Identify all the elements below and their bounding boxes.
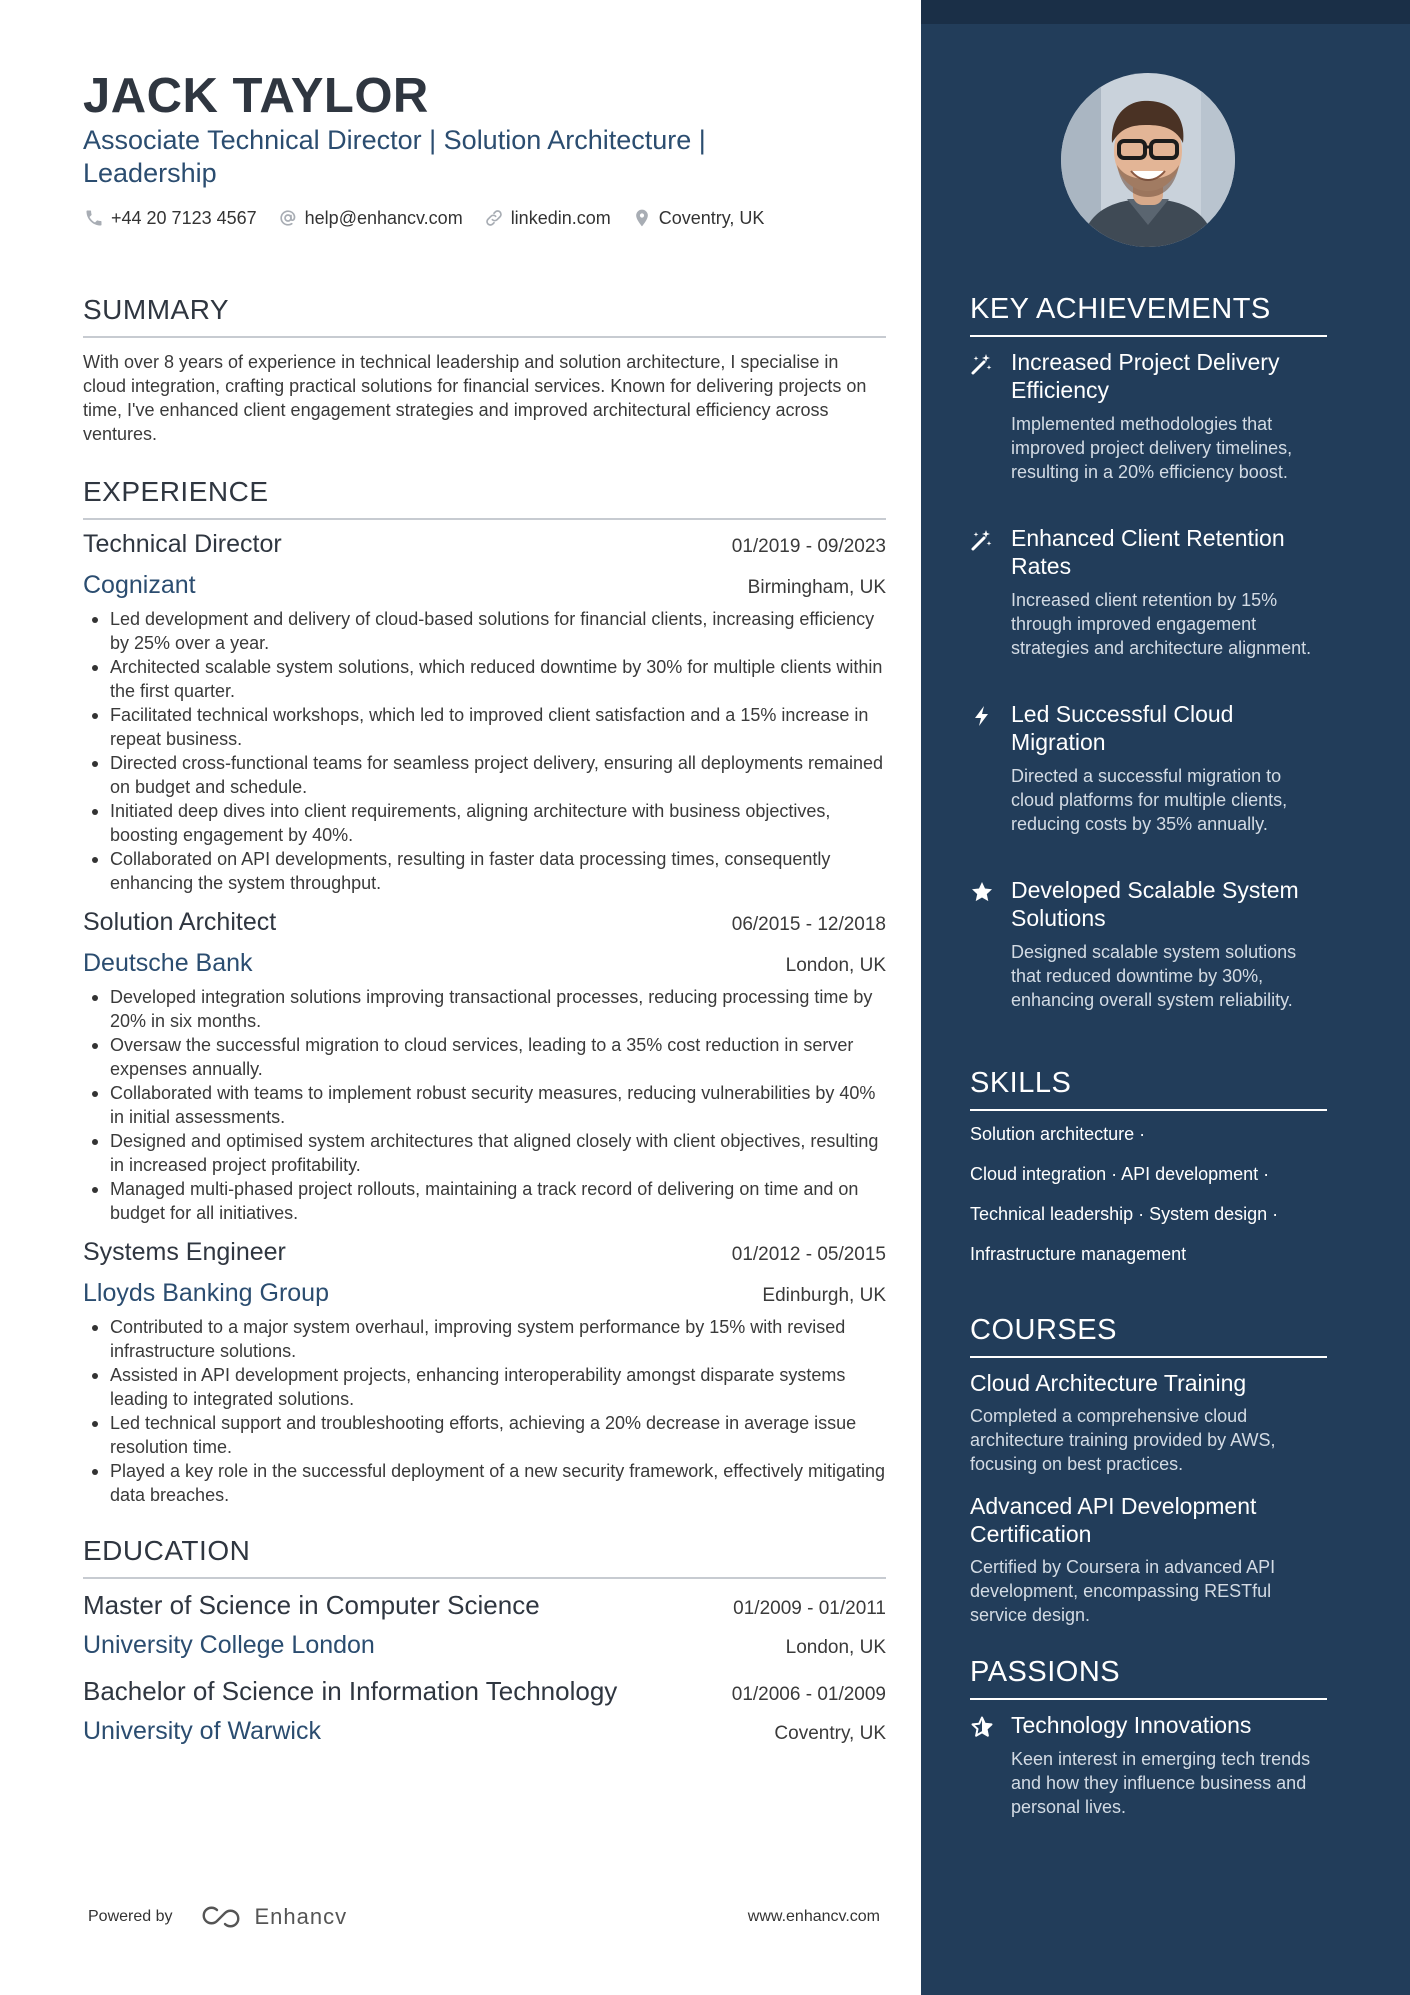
list-item: Architected scalable system solutions, which reduced downtime by 30% for multiple clients within the first quarter.	[83, 655, 886, 703]
contact-location-text: Coventry, UK	[658, 207, 765, 228]
edu-1-dates: 01/2009 - 01/2011	[733, 1598, 886, 1619]
magic-wand-icon	[970, 352, 994, 376]
star-outline-icon	[970, 1715, 994, 1739]
job-1-company: Cognizant	[83, 571, 196, 599]
achievement-2-desc: Increased client retention by 15% through improved engagement strategies and architecture alignment.	[1011, 590, 1312, 658]
job-3-role: Systems Engineer	[83, 1238, 286, 1266]
location-pin-icon	[631, 207, 653, 229]
edu-1-school: University College London	[83, 1631, 375, 1659]
skills-line-1: Solution architecture ·	[970, 1124, 1146, 1144]
skills-line-3: Technical leadership · System design ·	[970, 1204, 1279, 1224]
magic-wand-icon	[970, 528, 994, 552]
list-item: Led development and delivery of cloud-based solutions for financial clients, increasing efficiency by 25% over a year.	[83, 607, 886, 655]
skills-line-4: Infrastructure management	[970, 1244, 1187, 1264]
edu-2-school: University of Warwick	[83, 1717, 321, 1745]
course-1-title: Cloud Architecture Training	[970, 1370, 1247, 1396]
edu-1-location: London, UK	[785, 1637, 886, 1658]
job-1-header	[83, 530, 886, 559]
star-icon	[970, 880, 994, 904]
job-2-header	[83, 908, 886, 937]
skills-line-2: Cloud integration · API development ·	[970, 1164, 1270, 1184]
list-item: Played a key role in the successful deployment of a new security framework, effectively mitigating data breaches.	[83, 1459, 886, 1507]
job-1-bullets	[83, 607, 886, 895]
edu-2-school-row	[83, 1717, 886, 1746]
job-1-location: Birmingham, UK	[747, 577, 886, 598]
headline-line-2: Leadership	[83, 158, 217, 188]
experience-heading: EXPERIENCE	[83, 476, 886, 520]
list-item: Led technical support and troubleshooting efforts, achieving a 20% decrease in average issue resolution time.	[83, 1411, 886, 1459]
list-item: Collaborated with teams to implement robust security measures, reducing vulnerabilities by 40% in initial assessments.	[83, 1081, 886, 1129]
lightning-bolt-icon	[970, 704, 994, 728]
achievement-1-desc: Implemented methodologies that improved project delivery timelines, resulting in a 20% efficiency boost.	[1011, 414, 1293, 482]
job-2-location: London, UK	[785, 955, 886, 976]
courses-heading: COURSES	[970, 1314, 1327, 1358]
contact-linkedin[interactable]	[483, 207, 611, 229]
edu-2-location: Coventry, UK	[774, 1723, 886, 1744]
job-3-company-row	[83, 1279, 886, 1308]
contact-location	[631, 207, 765, 229]
course-1-desc: Completed a comprehensive cloud architecture training provided by AWS, focusing on best practices.	[970, 1406, 1276, 1474]
list-item: Directed cross-functional teams for seamless project delivery, ensuring all deployments remained on budget and schedule.	[83, 751, 886, 799]
at-sign-icon	[277, 207, 299, 229]
job-3-location: Edinburgh, UK	[762, 1285, 886, 1306]
edu-1-degree: Master of Science in Computer Science	[83, 1590, 540, 1620]
achievement-3-desc: Directed a successful migration to cloud platforms for multiple clients, reducing costs by 35% annually.	[1011, 766, 1288, 834]
contact-phone-text: +44 20 7123 4567	[111, 207, 257, 228]
passion-1	[970, 1711, 1327, 1819]
job-2-dates: 06/2015 - 12/2018	[731, 914, 886, 935]
website-link[interactable]: www.enhancv.com	[747, 1908, 880, 1925]
job-3-header	[83, 1238, 886, 1267]
summary-heading: SUMMARY	[83, 294, 886, 338]
education-heading: EDUCATION	[83, 1535, 886, 1579]
enhancv-logo-icon	[197, 1904, 245, 1930]
enhancv-brand-text: Enhancv	[254, 1904, 348, 1929]
footer	[88, 1904, 880, 1930]
list-item: Facilitated technical workshops, which led to improved client satisfaction and a 15% increase in repeat business.	[83, 703, 886, 751]
list-item: Initiated deep dives into client requirements, aligning architecture with business objectives, boosting engagement by 40%.	[83, 799, 886, 847]
skills-heading: SKILLS	[970, 1067, 1327, 1111]
powered-by	[88, 1904, 347, 1930]
achievement-1-title: Increased Project Delivery Efficiency	[1011, 349, 1280, 403]
passion-1-desc: Keen interest in emerging tech trends and how they influence business and personal lives.	[1011, 1749, 1311, 1817]
job-1-role: Technical Director	[83, 530, 282, 558]
contact-bar	[83, 205, 784, 231]
achievement-3-title: Led Successful Cloud Migration	[1011, 701, 1234, 755]
course-2	[970, 1492, 1327, 1627]
passions-heading: PASSIONS	[970, 1656, 1327, 1700]
edu-2-dates: 01/2006 - 01/2009	[731, 1684, 886, 1705]
edu-1-header	[83, 1590, 886, 1621]
edu-2-degree: Bachelor of Science in Information Technology	[83, 1676, 618, 1706]
achievement-2	[970, 524, 1327, 660]
job-2-company-row	[83, 949, 886, 978]
phone-icon	[83, 207, 105, 229]
contact-phone[interactable]	[83, 207, 257, 229]
enhancv-logo[interactable]	[197, 1904, 348, 1930]
list-item: Assisted in API development projects, enhancing interoperability amongst disparate systems leading to integrated solutions.	[83, 1363, 886, 1411]
edu-2-header	[83, 1676, 886, 1707]
headline	[83, 124, 783, 190]
edu-1-school-row	[83, 1631, 886, 1660]
link-icon	[483, 207, 505, 229]
list-item: Contributed to a major system overhaul, improving system performance by 15% with revised infrastructure solutions.	[83, 1315, 886, 1363]
achievement-2-title: Enhanced Client Retention Rates	[1011, 525, 1285, 579]
achievement-4-title: Developed Scalable System Solutions	[1011, 877, 1299, 931]
candidate-name: JACK TAYLOR	[83, 69, 429, 123]
job-2-company: Deutsche Bank	[83, 949, 253, 977]
headline-line-1: Associate Technical Director | Solution Architecture |	[83, 125, 706, 155]
achievements-heading: KEY ACHIEVEMENTS	[970, 293, 1327, 337]
course-1	[970, 1369, 1327, 1476]
achievement-1	[970, 348, 1327, 484]
list-item: Managed multi-phased project rollouts, maintaining a track record of delivering on time and on budget for all initiatives.	[83, 1177, 886, 1225]
achievement-3	[970, 700, 1327, 836]
achievement-4	[970, 876, 1327, 1012]
course-2-title: Advanced API Development Certification	[970, 1493, 1257, 1547]
job-2-role: Solution Architect	[83, 908, 277, 936]
job-3-bullets	[83, 1315, 886, 1507]
list-item: Developed integration solutions improving transactional processes, reducing processing time by 20% in six months.	[83, 985, 886, 1033]
list-item: Collaborated on API developments, resulting in faster data processing times, consequently enhancing the system throughput.	[83, 847, 886, 895]
list-item: Designed and optimised system architectures that aligned closely with client objectives, resulting in increased project profitability.	[83, 1129, 886, 1177]
passion-1-title: Technology Innovations	[1011, 1712, 1252, 1738]
list-item: Oversaw the successful migration to cloud services, leading to a 35% cost reduction in server expenses annually.	[83, 1033, 886, 1081]
sidebar-top-bar	[921, 0, 1410, 24]
summary-text: With over 8 years of experience in technical leadership and solution architecture, I specialise in cloud integration, crafting practical solutions for financial services. Known for delivering projects on time, I've enhanced client engagement strategies and improved architectural efficiency across ventures.	[83, 352, 867, 444]
powered-by-label: Powered by	[88, 1908, 173, 1925]
contact-linkedin-text: linkedin.com	[510, 207, 611, 228]
contact-email-text: help@enhancv.com	[304, 207, 463, 228]
course-2-desc: Certified by Coursera in advanced API development, encompassing RESTful service design.	[970, 1557, 1276, 1625]
achievement-4-desc: Designed scalable system solutions that reduced downtime by 30%, enhancing overall system reliability.	[1011, 942, 1297, 1010]
job-1-dates: 01/2019 - 09/2023	[731, 536, 886, 557]
job-3-dates: 01/2012 - 05/2015	[731, 1244, 886, 1265]
profile-photo	[1061, 73, 1235, 247]
job-2-bullets	[83, 985, 886, 1225]
job-1-company-row	[83, 571, 886, 600]
job-3-company: Lloyds Banking Group	[83, 1279, 329, 1307]
contact-email[interactable]	[277, 207, 463, 229]
